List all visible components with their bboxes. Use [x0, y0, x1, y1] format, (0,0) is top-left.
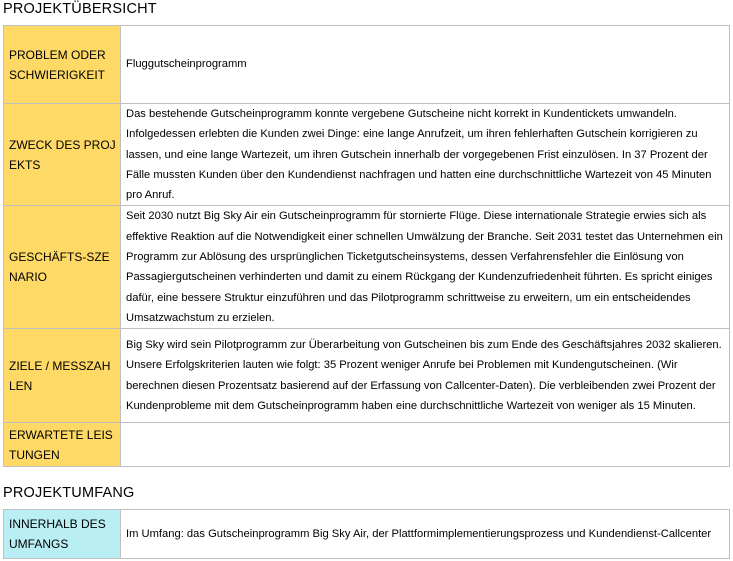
table-row-business-case — [4, 206, 730, 329]
row-content-deliverables[interactable] — [121, 423, 730, 467]
row-content-in-scope[interactable]: Im Umfang: das Gutscheinprogramm Big Sky Air, der Plattformimplementierungsprozess und Kundendienst-Callcenter — [121, 510, 730, 559]
table-row-purpose — [4, 104, 730, 206]
row-label-deliverables: ERWARTETE LEISTUNGEN — [4, 423, 121, 467]
row-label-problem: PROBLEM ODER SCHWIERIGKEIT — [4, 26, 121, 104]
row-label-in-scope: INNERHALB DES UMFANGS — [4, 510, 121, 559]
table-row-goals — [4, 329, 730, 423]
project-scope-table — [3, 509, 730, 559]
project-scope-heading: PROJEKTUMFANG — [3, 485, 135, 501]
row-content-goals[interactable]: Big Sky wird sein Pilotprogramm zur Überarbeitung von Gutscheinen bis zum Ende des Geschäftsjahres 2032 skalieren. Unsere Erfolgskriterien lauten wie folgt: 35 Prozent weniger Anrufe bei Problemen mit Kundengutscheinen. (Wir berechnen diesen Prozentsatz basierend auf der Erfassung von Callcenter-Daten). Die verbleibenden zwei Prozent der Kundenprobleme mit dem Gutscheinprogramm haben eine durchschnittliche Wartezeit von weniger als 15 Minuten. — [121, 329, 730, 423]
table-row-in-scope — [4, 510, 730, 559]
row-content-problem[interactable]: Fluggutscheinprogramm — [121, 26, 730, 104]
table-row-problem — [4, 26, 730, 104]
table-row-deliverables — [4, 423, 730, 467]
row-label-goals: ZIELE / MESSZAHLEN — [4, 329, 121, 423]
project-overview-heading: PROJEKTÜBERSICHT — [3, 1, 157, 17]
row-label-purpose: ZWECK DES PROJEKTS — [4, 104, 121, 206]
row-content-purpose[interactable]: Das bestehende Gutscheinprogramm konnte vergebene Gutscheine nicht korrekt in Kundentickets umwandeln. Infolgedessen erlebten die Kunden zwei Dinge: eine lange Anrufzeit, um ihren fehlerhaften Gutschein korrigieren zu lassen, und eine lange Wartezeit, um ihren Gutschein innerhalb der vorgegebenen Frist einzulösen. In 37 Prozent der Fälle mussten Kunden über den Kundendienst nachfragen und hatten eine durchschnittliche Wartezeit von 45 Minuten pro Anruf. — [121, 104, 730, 206]
row-content-business-case[interactable]: Seit 2030 nutzt Big Sky Air ein Gutscheinprogramm für stornierte Flüge. Diese internationale Strategie erwies sich als effektive Reaktion auf die Notwendigkeit einer schnellen Umwälzung der Branche. Seit 2031 testet das Unternehmen ein Programm zur Ablösung des ursprünglichen Ticketgutscheinsystems, dessen Verfahrensfehler die Einlösung von Passagiergutscheinen verhinderten und damit zu einem Rückgang der Kundenzufriedenheit führten. Es spricht einiges dafür, eine bessere Struktur einzuführen und das Pilotprogramm schrittweise zu erweitern, um ein entscheidendes Umsatzwachstum zu erzielen. — [121, 206, 730, 329]
project-overview-table — [3, 25, 730, 467]
row-label-business-case: GESCHÄFTS-SZENARIO — [4, 206, 121, 329]
